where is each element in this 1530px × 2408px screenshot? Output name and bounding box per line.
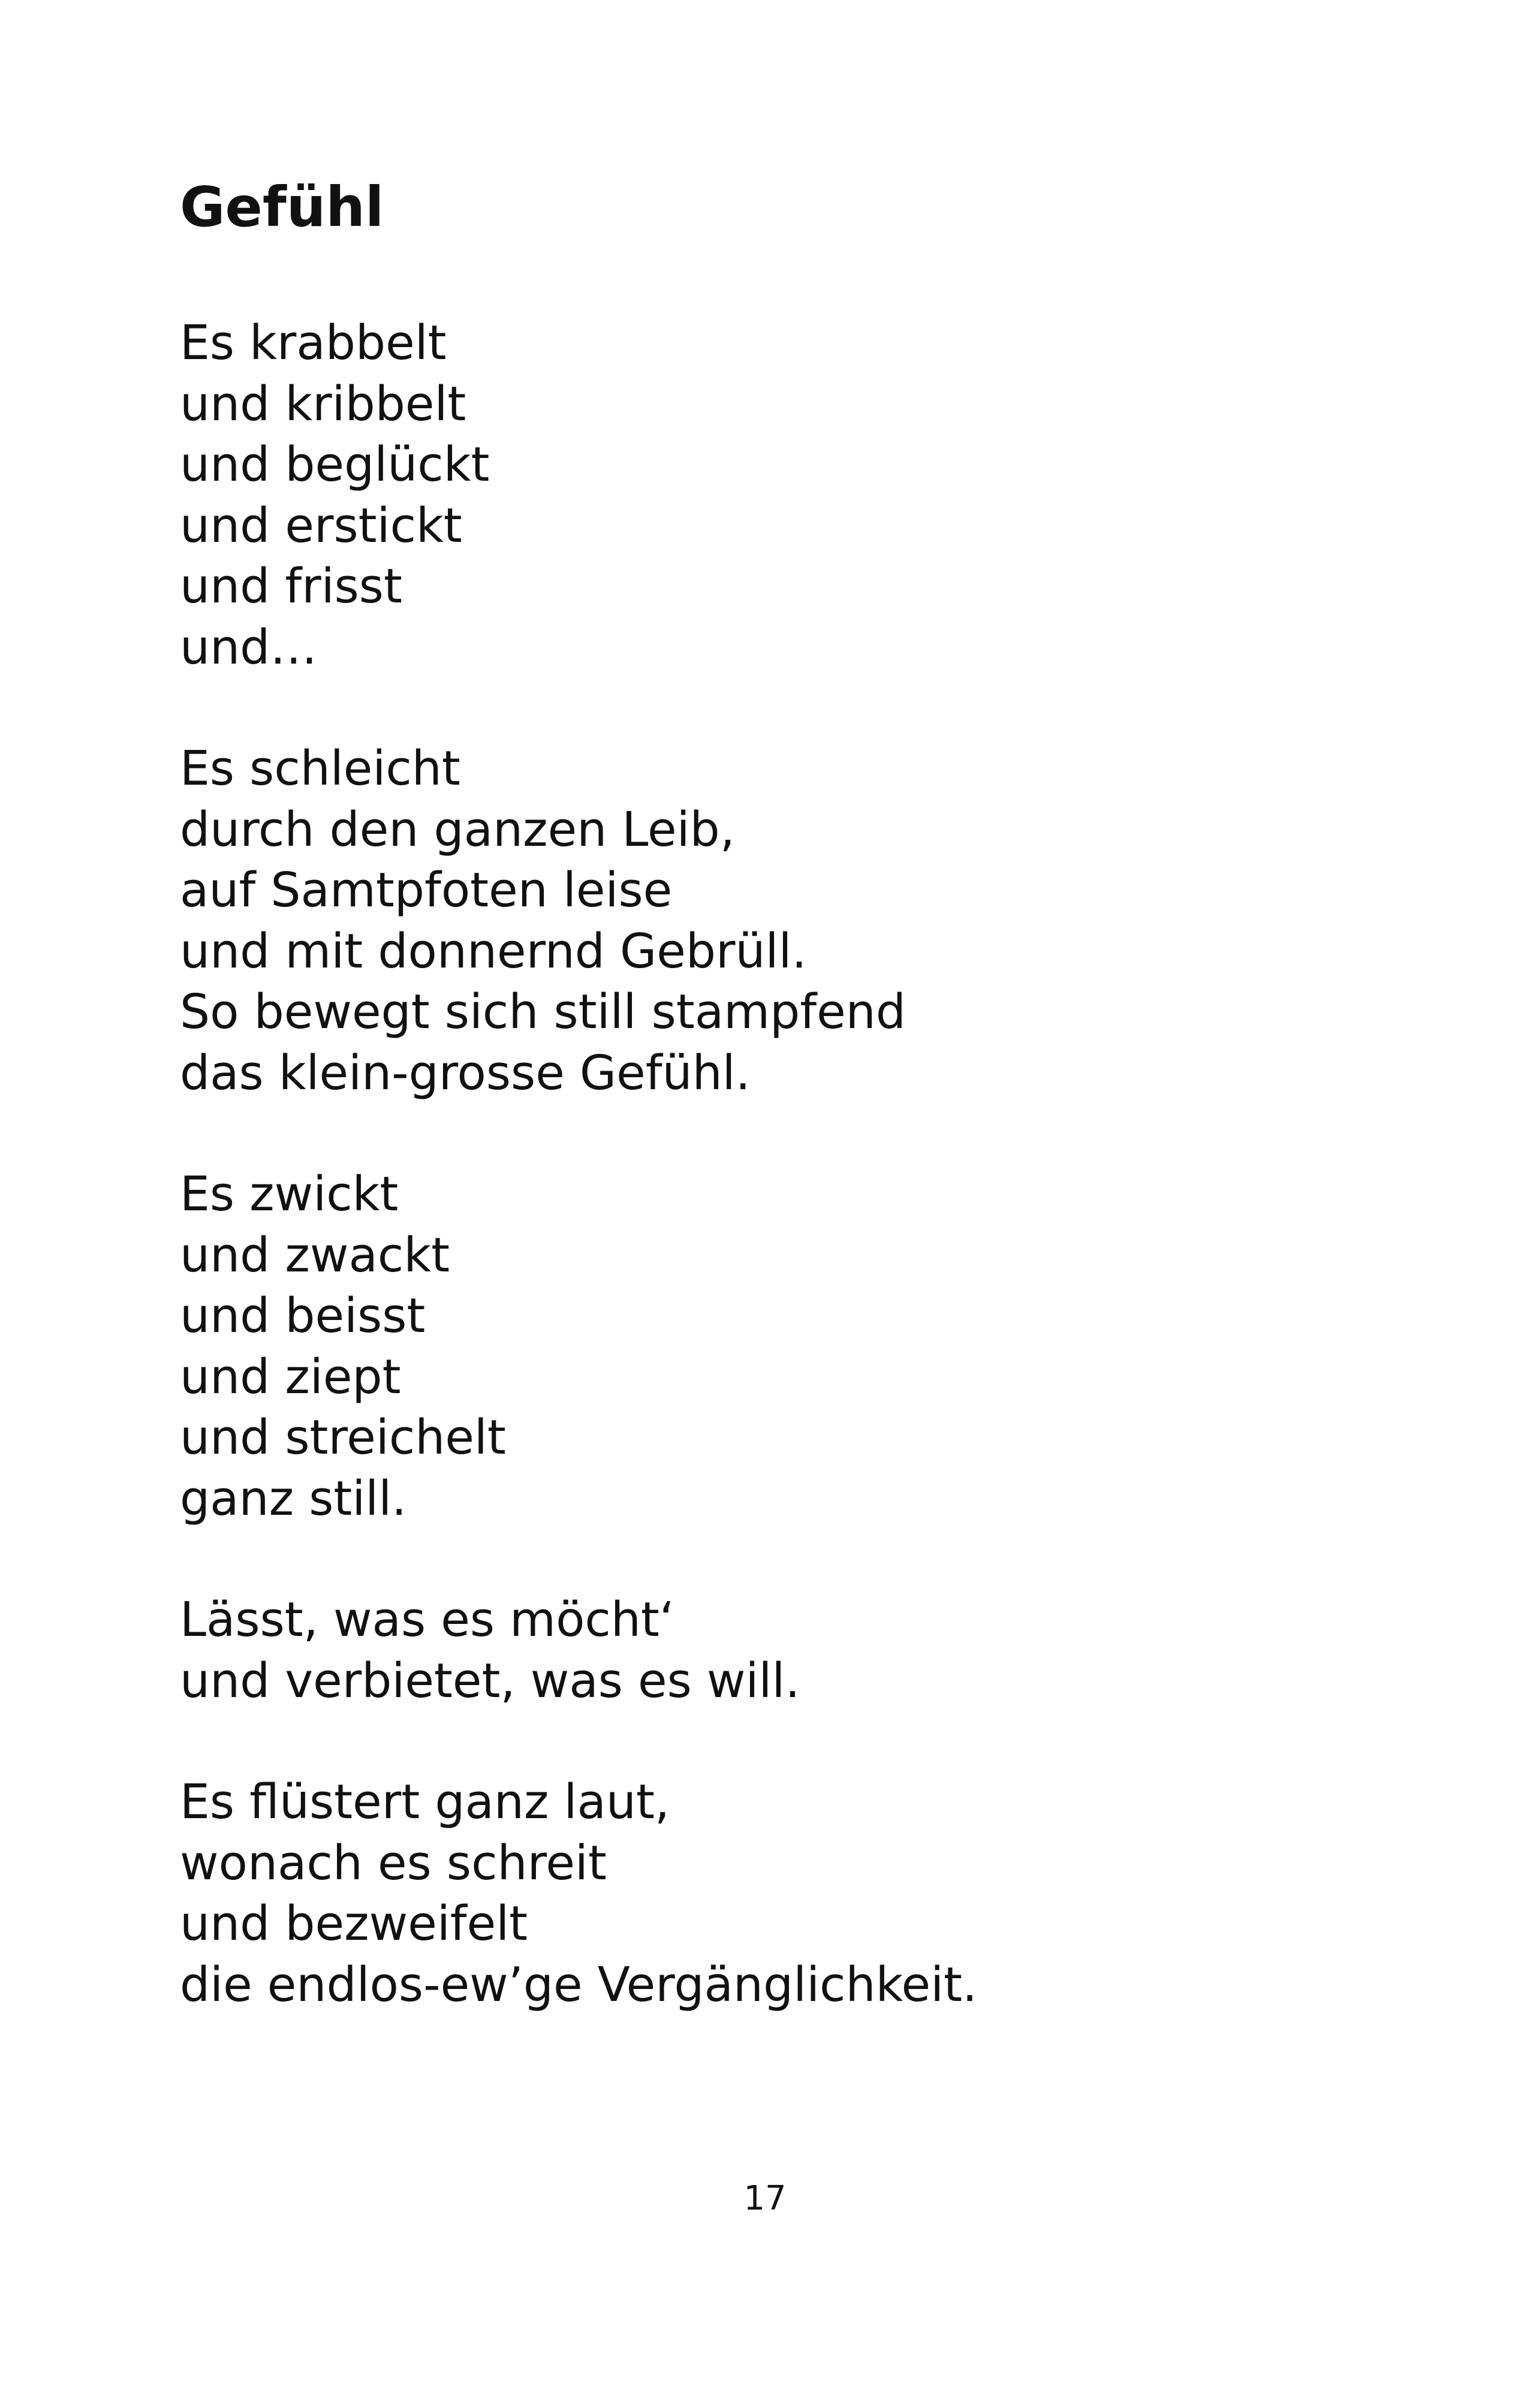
stanza (180, 739, 1439, 1104)
page-number: 17 (743, 2179, 787, 2218)
poem-line: und beglückt (180, 437, 490, 492)
poem-line: und zwackt (180, 1227, 450, 1283)
poem-line: und streichelt (180, 1410, 506, 1465)
poem-line: und bezweifelt (180, 1896, 528, 1951)
poem-line: ganz still. (180, 1470, 407, 1526)
poem-line: Lässt, was es möcht‘ (180, 1592, 674, 1647)
poem-line: die endlos-ew’ge Vergänglichkeit. (180, 1957, 978, 2012)
poem-line: Es schleicht (180, 741, 460, 796)
poem-line: Es krabbelt (180, 315, 447, 370)
poem-title: Gefühl (180, 175, 384, 239)
poem-line: das klein-grosse Gefühl. (180, 1045, 751, 1101)
poem-line: und frisst (180, 559, 402, 614)
poem-line: und verbietet, was es will. (180, 1653, 800, 1708)
poem-line: und kribbelt (180, 376, 466, 432)
stanza (180, 313, 1439, 678)
poem-line: und erstickt (180, 498, 462, 553)
poem-line: Es flüstert ganz laut, (180, 1774, 670, 1830)
stanza (180, 1164, 1439, 1529)
poem-line: auf Samtpfoten leise (180, 863, 673, 918)
poem-body (180, 313, 1439, 2076)
poem-line: So bewegt sich still stampfend (180, 984, 906, 1039)
poem-line: wonach es schreit (180, 1835, 607, 1891)
poem-line: und ziept (180, 1349, 401, 1405)
poem-line: Es zwickt (180, 1167, 399, 1222)
poem-line: und beisst (180, 1288, 426, 1343)
poem-line: durch den ganzen Leib, (180, 801, 735, 857)
stanza (180, 1590, 1439, 1711)
poem-line: und… (180, 619, 318, 675)
stanza (180, 1772, 1439, 2015)
poem-line: und mit donnernd Gebrüll. (180, 923, 807, 979)
